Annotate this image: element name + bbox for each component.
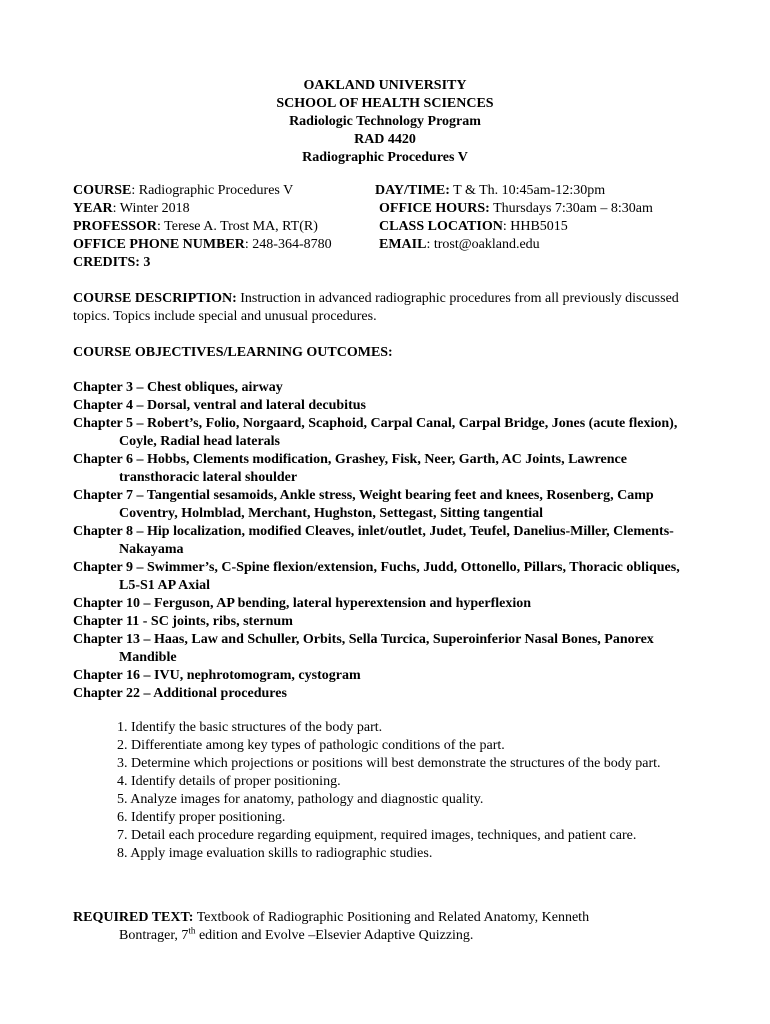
hours-label: OFFICE HOURS: bbox=[379, 201, 490, 216]
professor-label: PROFESSOR bbox=[73, 219, 158, 234]
course-info-right bbox=[375, 182, 715, 254]
chapter-item: Chapter 3 – Chest obliques, airway bbox=[73, 380, 283, 395]
outcome-list bbox=[117, 719, 687, 863]
document-header bbox=[0, 77, 770, 167]
email-value: : trost@oakland.edu bbox=[426, 237, 540, 252]
chapter-item: Chapter 5 – Robert’s, Folio, Norgaard, Scaphoid, Carpal Canal, Carpal Bridge, Jones (acute flexion), Coyle, Radial head laterals bbox=[73, 416, 678, 449]
hours-value: Thursdays 7:30am – 8:30am bbox=[489, 201, 653, 216]
phone-label: OFFICE PHONE NUMBER bbox=[73, 237, 245, 252]
year-value: : Winter 2018 bbox=[112, 201, 190, 216]
course-code: RAD 4420 bbox=[354, 132, 416, 147]
course-description bbox=[73, 290, 683, 326]
description-text: Instruction in advanced radiographic procedures from all previously discussed topics. Topics include special and unusual procedures. bbox=[73, 291, 679, 324]
outcome-item: 5. Analyze images for anatomy, pathology and diagnostic quality. bbox=[117, 792, 484, 807]
location-value: : HHB5015 bbox=[502, 219, 568, 234]
professor-value: : Terese A. Trost MA, RT(R) bbox=[157, 219, 318, 234]
course-row bbox=[73, 182, 373, 200]
outcome-item: 8. Apply image evaluation skills to radiographic studies. bbox=[117, 846, 433, 861]
required-text-edition: edition and Evolve –Elsevier Adaptive Quizzing. bbox=[195, 928, 474, 943]
chapter-item: Chapter 16 – IVU, nephrotomogram, cystogram bbox=[73, 668, 361, 683]
program-name: Radiologic Technology Program bbox=[289, 114, 481, 129]
required-text-label: REQUIRED TEXT: bbox=[73, 910, 194, 925]
professor-row bbox=[73, 218, 373, 236]
required-text-title: Textbook of Radiographic Positioning and Related Anatomy, Kenneth bbox=[193, 910, 590, 925]
required-text-line2 bbox=[73, 927, 683, 945]
chapter-item: Chapter 8 – Hip localization, modified Cleaves, inlet/outlet, Judet, Teufel, Danelius-Miller, Clements-Nakayama bbox=[73, 524, 674, 557]
location-label: CLASS LOCATION bbox=[379, 219, 503, 234]
year-row bbox=[73, 200, 373, 218]
chapter-item: Chapter 10 – Ferguson, AP bending, lateral hyperextension and hyperflexion bbox=[73, 596, 532, 611]
chapter-list bbox=[73, 379, 683, 703]
chapter-item: Chapter 22 – Additional procedures bbox=[73, 686, 287, 701]
course-label: COURSE bbox=[73, 183, 132, 198]
required-text-line1 bbox=[73, 909, 683, 927]
course-title: Radiographic Procedures V bbox=[302, 150, 468, 165]
phone-value: : 248-364-8780 bbox=[244, 237, 332, 252]
required-text bbox=[73, 909, 683, 945]
outcome-item: 4. Identify details of proper positioning. bbox=[117, 774, 341, 789]
chapter-item: Chapter 13 – Haas, Law and Schuller, Orbits, Sella Turcica, Superoinferior Nasal Bones, Panorex Mandible bbox=[73, 632, 654, 665]
phone-row bbox=[73, 236, 373, 254]
outcome-item: 7. Detail each procedure regarding equipment, required images, techniques, and patient care. bbox=[117, 828, 637, 843]
school-name: SCHOOL OF HEALTH SCIENCES bbox=[276, 96, 494, 111]
required-text-author: Bontrager, 7 bbox=[119, 928, 189, 943]
outcome-item: 3. Determine which projections or positions will best demonstrate the structures of the body part. bbox=[117, 756, 661, 771]
email-label: EMAIL bbox=[379, 237, 427, 252]
daytime-value: T & Th. 10:45am-12:30pm bbox=[449, 183, 606, 198]
outcome-item: 1. Identify the basic structures of the body part. bbox=[117, 720, 383, 735]
objectives-heading: COURSE OBJECTIVES/LEARNING OUTCOMES: bbox=[73, 345, 393, 360]
daytime-label: DAY/TIME: bbox=[375, 183, 450, 198]
description-label: COURSE DESCRIPTION: bbox=[73, 291, 237, 306]
edition-superscript: th bbox=[188, 925, 196, 936]
chapter-item: Chapter 9 – Swimmer’s, C-Spine flexion/extension, Fuchs, Judd, Ottonello, Pillars, Thoracic obliques, L5-S1 AP Axial bbox=[73, 560, 680, 593]
chapter-item: Chapter 4 – Dorsal, ventral and lateral decubitus bbox=[73, 398, 366, 413]
chapter-item: Chapter 11 - SC joints, ribs, sternum bbox=[73, 614, 293, 629]
chapter-item: Chapter 7 – Tangential sesamoids, Ankle stress, Weight bearing feet and knees, Rosenberg, Camp Coventry, Holmblad, Merchant, Hughston, Settegast, Sitting tangential bbox=[73, 488, 654, 521]
daytime-row bbox=[375, 182, 715, 200]
location-row bbox=[375, 218, 715, 236]
hours-row bbox=[375, 200, 715, 218]
outcome-item: 2. Differentiate among key types of pathologic conditions of the part. bbox=[117, 738, 505, 753]
outcome-item: 6. Identify proper positioning. bbox=[117, 810, 286, 825]
email-row bbox=[375, 236, 715, 254]
course-value: : Radiographic Procedures V bbox=[131, 183, 294, 198]
year-label: YEAR bbox=[73, 201, 113, 216]
university-name: OAKLAND UNIVERSITY bbox=[303, 78, 467, 93]
course-info-left bbox=[73, 182, 373, 272]
credits-row: CREDITS: 3 bbox=[73, 255, 151, 270]
chapter-item: Chapter 6 – Hobbs, Clements modification, Grashey, Fisk, Neer, Garth, AC Joints, Lawrence transthoracic lateral shoulder bbox=[73, 452, 627, 485]
